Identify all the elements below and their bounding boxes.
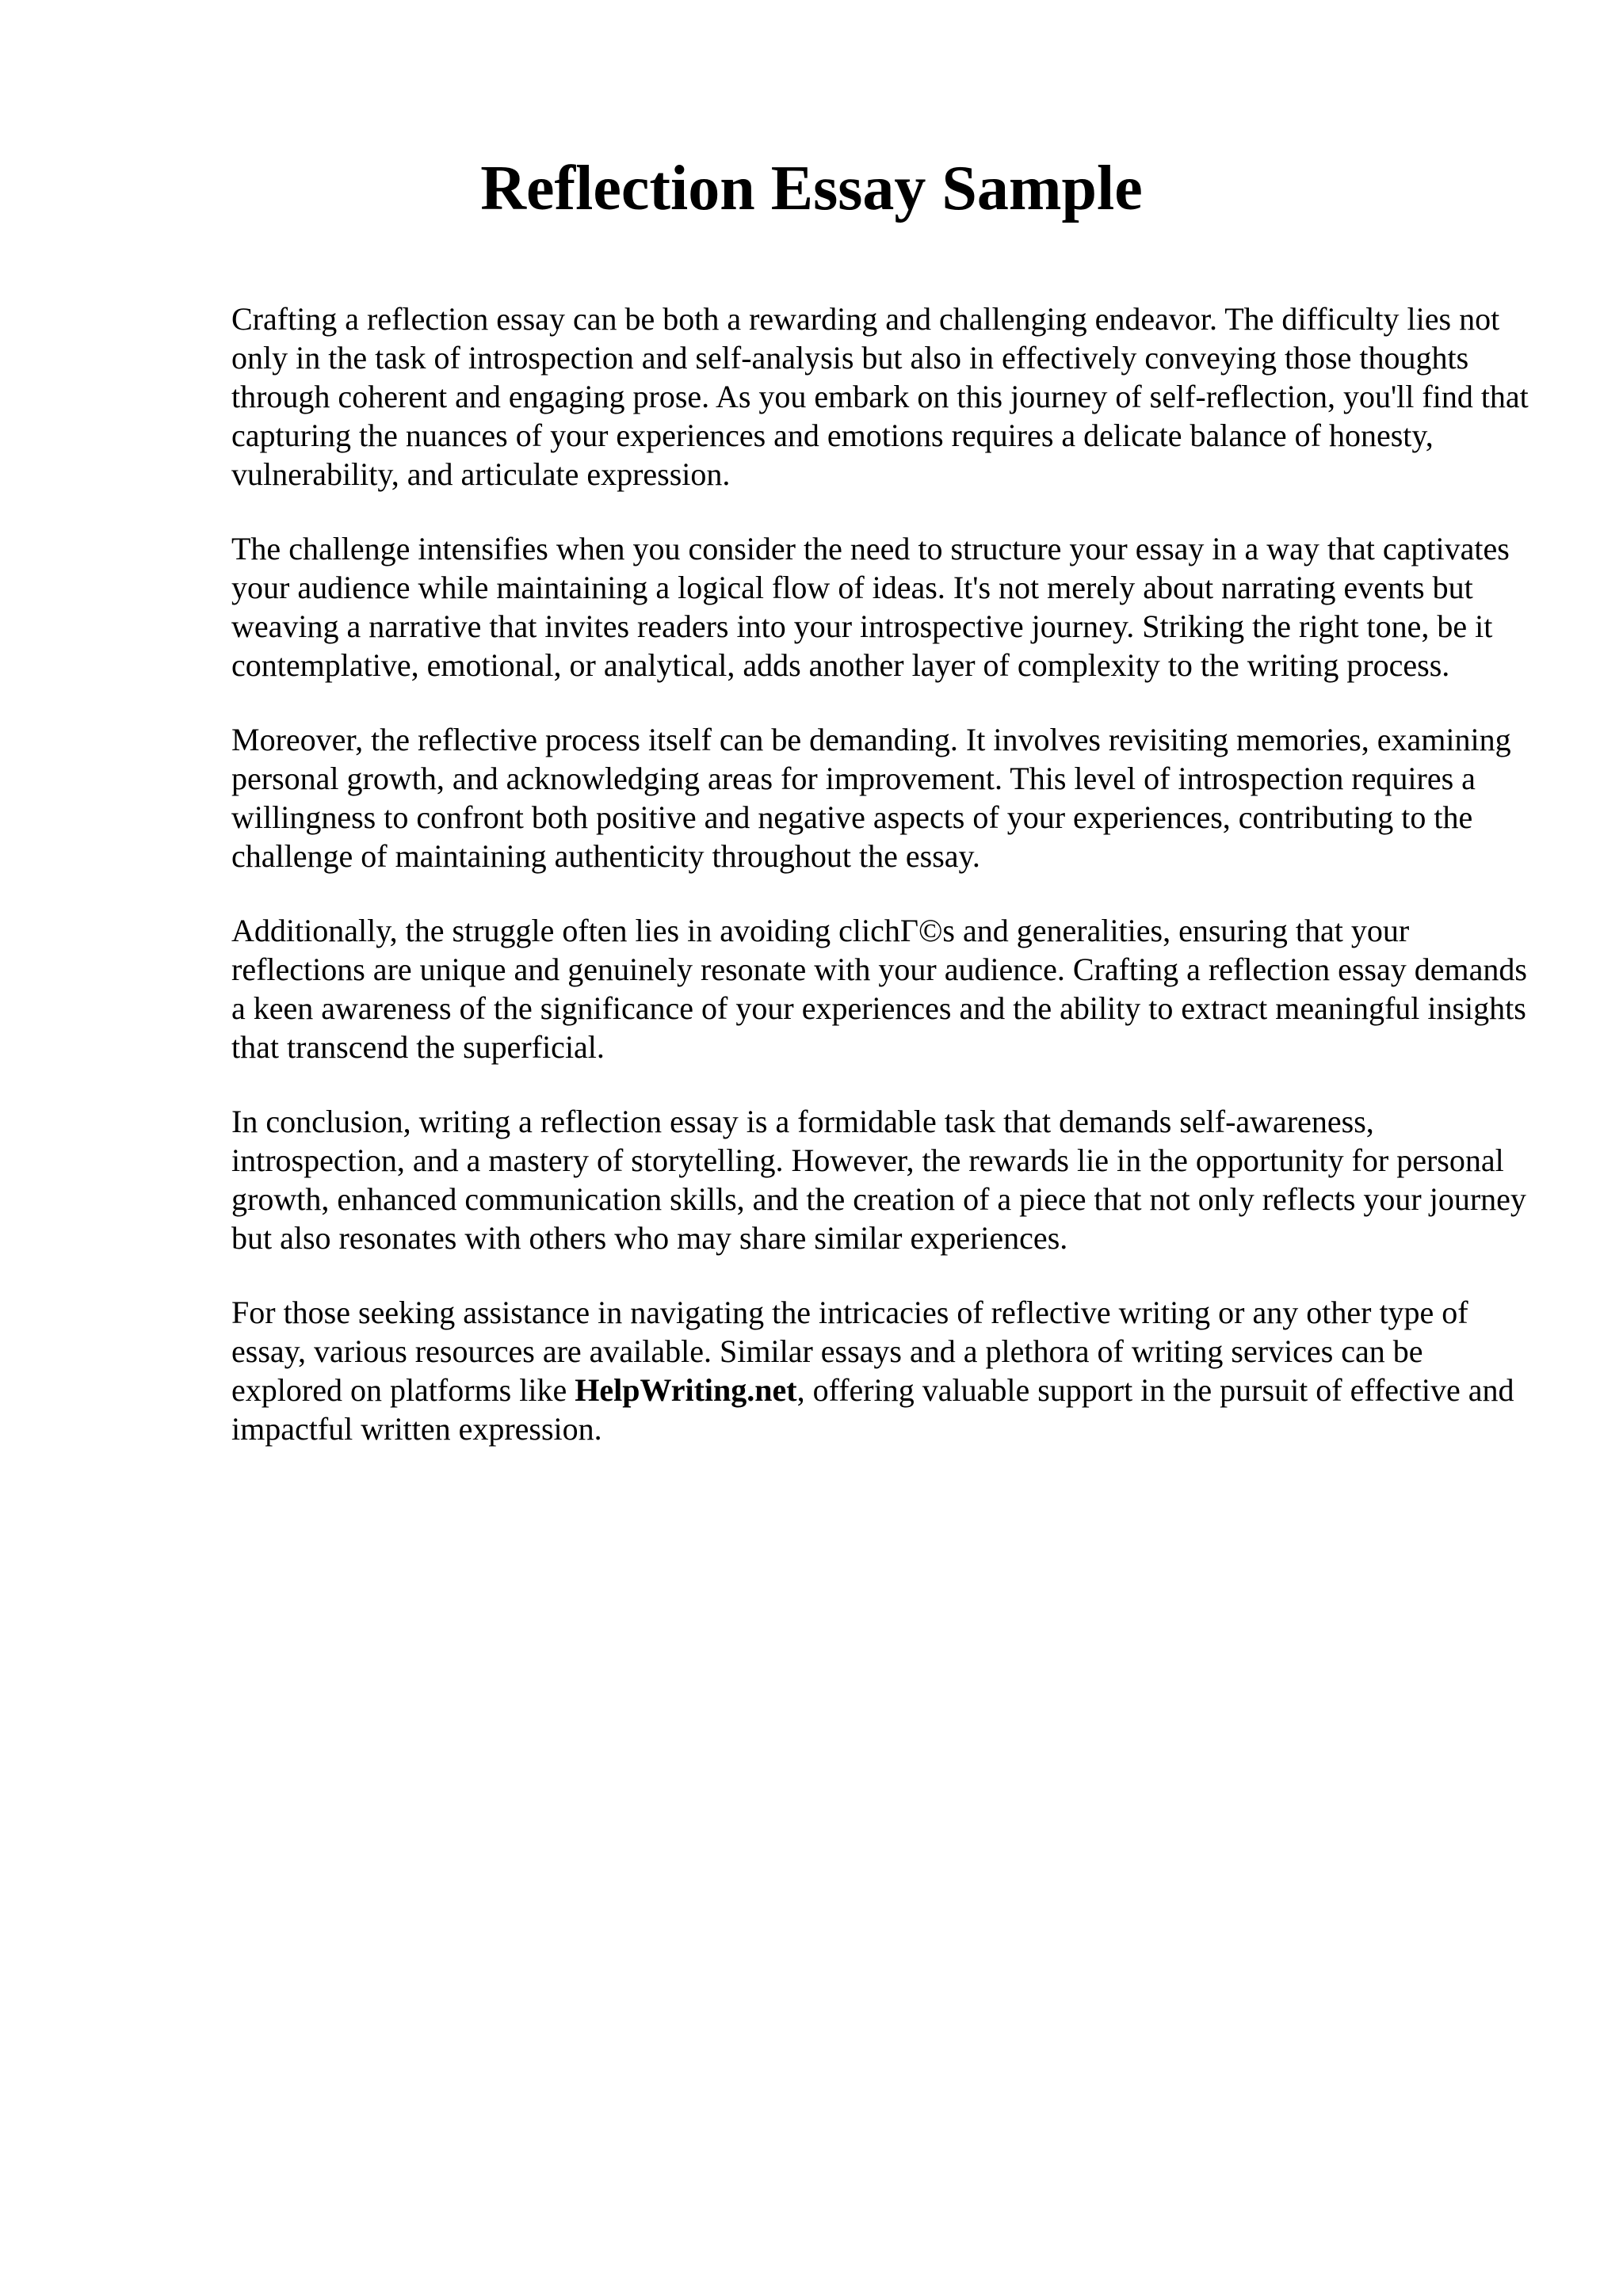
essay-body [231, 299, 1531, 1484]
paragraph-1: Crafting a reflection essay can be both a rewarding and challenging endeavor. The difficulty lies not only in the task of introspection and self-analysis but also in effectively conveying those thoughts through coherent and engaging prose. As you embark on this journey of self-reflection, you'll find that capturing the nuances of your experiences and emotions requires a delicate balance of honesty, vulnerability, and articulate expression. [231, 301, 1529, 492]
paragraph-2: The challenge intensifies when you consider the need to structure your essay in a way that captivates your audience while maintaining a logical flow of ideas. It's not merely about narrating events but weaving a narrative that invites readers into your introspective journey. Striking the right tone, be it contemplative, emotional, or analytical, adds another layer of complexity to the writing process. [231, 531, 1510, 683]
brand-name: HelpWriting.net [575, 1372, 797, 1408]
paragraph-5: In conclusion, writing a reflection essay is a formidable task that demands self-awareness, introspection, and a mastery of storytelling. However, the rewards lie in the opportunity for personal growth, enhanced communication skills, and the creation of a piece that not only reflects your journey but also resonates with others who may share similar experiences. [231, 1104, 1526, 1256]
page-title: Reflection Essay Sample [480, 154, 1143, 223]
paragraph-3: Moreover, the reflective process itself can be demanding. It involves revisiting memories, examining personal growth, and acknowledging areas for improvement. This level of introspection requires a willingness to confront both positive and negative aspects of your experiences, contributing to the challenge of maintaining authenticity throughout the essay. [231, 722, 1511, 874]
closing-text-after: , offering valuable support in the pursuit of effective and impactful written expression. [231, 1372, 1514, 1447]
paragraph-4: Additionally, the struggle often lies in avoiding clichГ©s and generalities, ensuring that your reflections are unique and genuinely resonate with your audience. Crafting a reflection essay demands a keen awareness of the significance of your experiences and the ability to extract meaningful insights that transcend the superficial. [231, 913, 1527, 1065]
closing-text-before: For those seeking assistance in navigating the intricacies of reflective writing or any other type of essay, various resources are available. Similar essays and a plethora of writing services can be explored on platforms like [231, 1295, 1468, 1408]
paragraph-6 [231, 1293, 1531, 1448]
